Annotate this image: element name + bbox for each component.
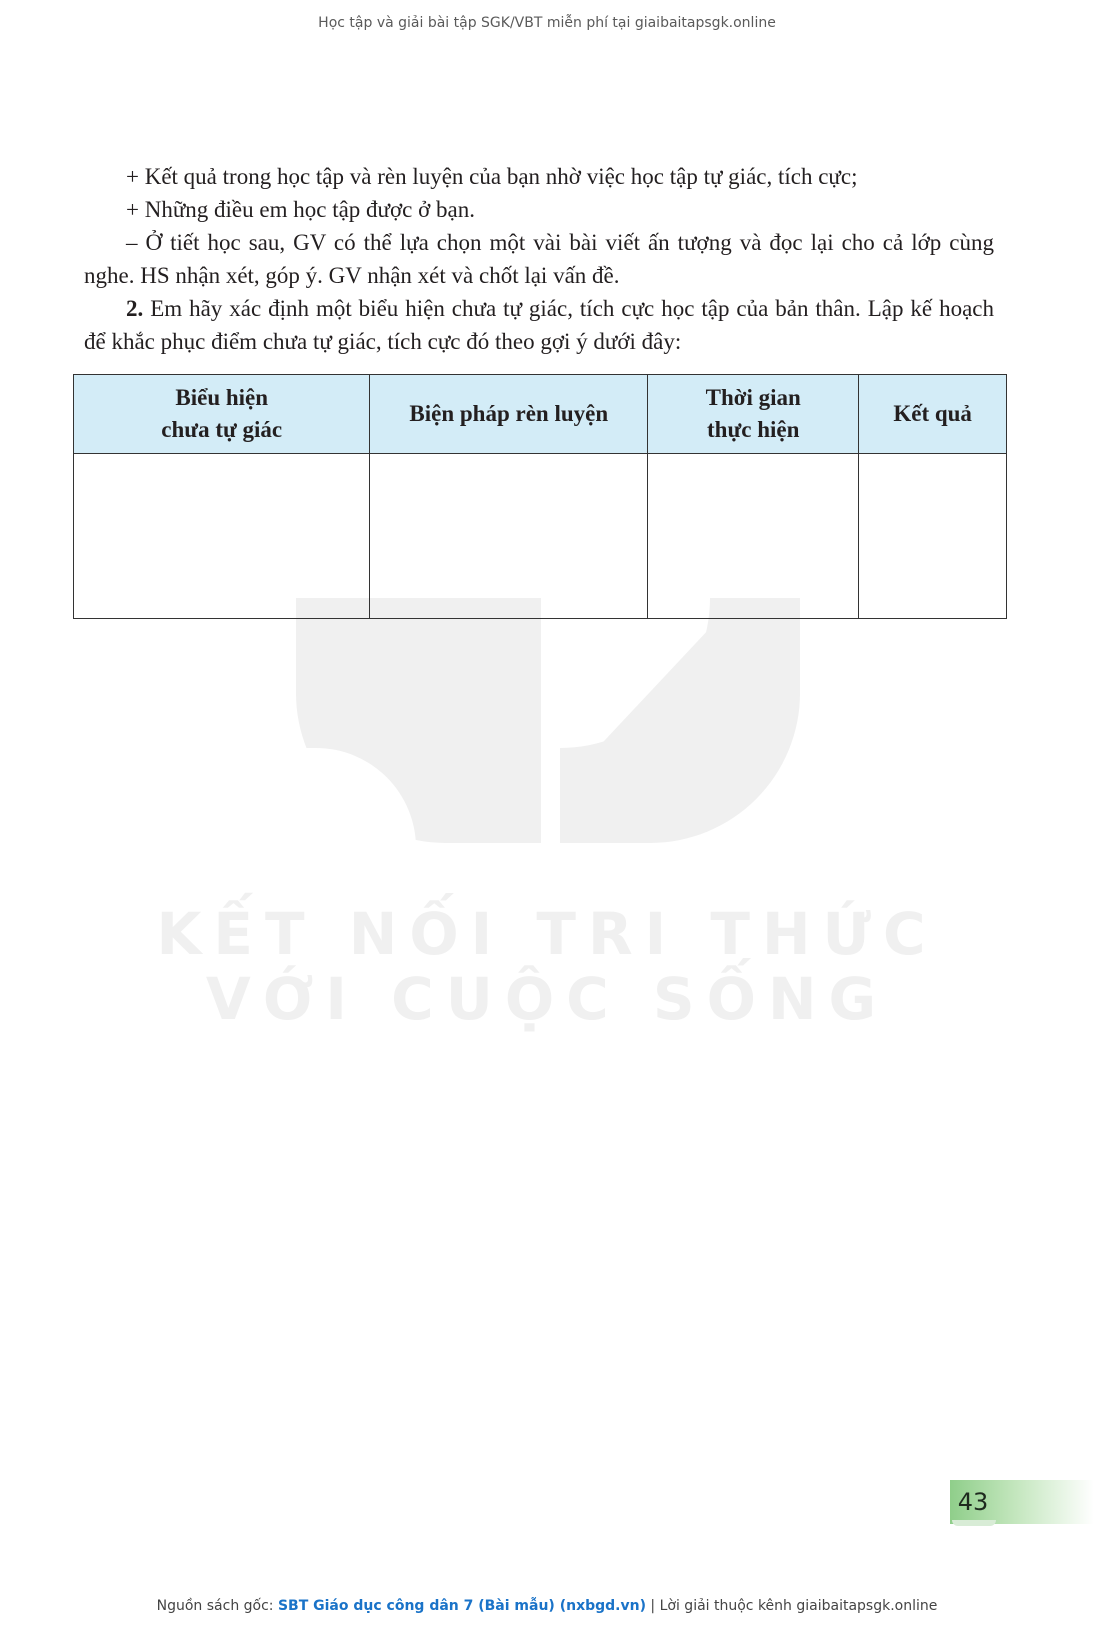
paragraph-learned: + Những điều em học tập được ở bạn. — [126, 197, 476, 222]
footer-prefix: Nguồn sách gốc: — [156, 1598, 278, 1614]
question-text: Em hãy xác định một biểu hiện chưa tự giác, tích cực học tập của bản thân. Lập kế hoạch để khắc phục điểm chưa tự giác, tích cực đó theo gợi ý dưới đây: — [84, 296, 994, 354]
cell-time[interactable] — [648, 454, 859, 619]
question-number: 2. — [126, 296, 144, 321]
header-result: Kết quả — [859, 375, 1007, 454]
watermark-leaf-right — [560, 598, 800, 843]
header-behavior: Biểu hiện chưa tự giác — [74, 375, 370, 454]
cell-measures[interactable] — [370, 454, 648, 619]
watermark-text-line1: KẾT NỐI TRI THỨC — [156, 900, 938, 968]
header-time: Thời gian thực hiện — [648, 375, 859, 454]
watermark-leaf-left — [296, 598, 541, 843]
cell-behavior[interactable] — [74, 454, 370, 619]
header-measures: Biện pháp rèn luyện — [370, 375, 648, 454]
cell-result[interactable] — [859, 454, 1007, 619]
page-content — [84, 160, 994, 358]
footer — [0, 1598, 1094, 1614]
page-number: 43 — [957, 1488, 989, 1516]
watermark-text-line2: VỚI CUỘC SỐNG — [205, 965, 889, 1033]
paragraph-next-lesson: – Ở tiết học sau, GV có thể lựa chọn một vài bài viết ấn tượng và đọc lại cho cả lớp cùng nghe. HS nhận xét, góp ý. GV nhận xét và chốt lại vấn đề. — [84, 230, 994, 288]
plan-table — [73, 374, 1007, 619]
question-2 — [84, 292, 994, 358]
table-header-row — [74, 375, 1007, 454]
table-row — [74, 454, 1007, 619]
footer-source-link[interactable]: SBT Giáo dục công dân 7 (Bài mẫu) (nxbgd.vn) — [277, 1598, 646, 1614]
top-banner: Học tập và giải bài tập SGK/VBT miễn phí tại giaibaitapsgk.online — [318, 15, 776, 31]
footer-suffix: | Lời giải thuộc kênh giaibaitapsgk.online — [645, 1598, 938, 1614]
paragraph-result: + Kết quả trong học tập và rèn luyện của bạn nhờ việc học tập tự giác, tích cực; — [126, 164, 858, 189]
